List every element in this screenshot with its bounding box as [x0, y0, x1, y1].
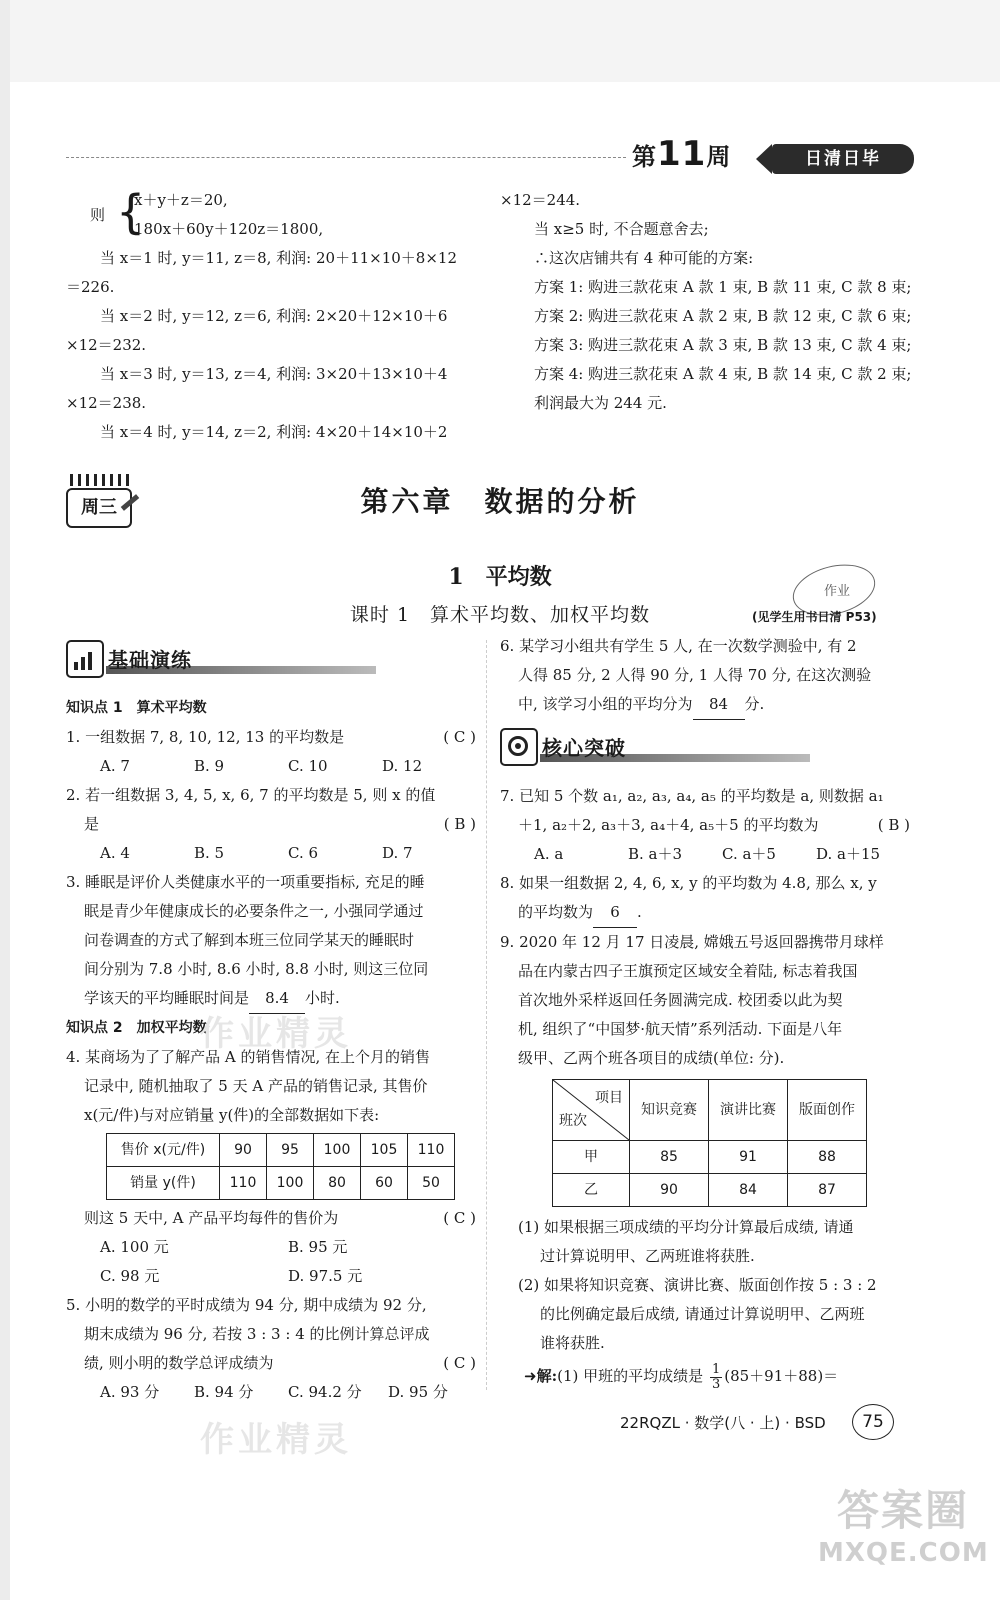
- answer: ( C ): [443, 1354, 476, 1372]
- question-text: 是: [84, 815, 100, 833]
- text-line: 方案 4: 购进三款花束 A 款 4 束, B 款 14 束, C 款 2 束;: [534, 365, 912, 383]
- choice: D. 12: [382, 757, 423, 775]
- fraction: [710, 1363, 722, 1392]
- question-2-cont: [66, 810, 476, 839]
- reference-note: (见学生用书日清 P53): [752, 610, 877, 624]
- text-line: ∴这次店铺共有 4 种可能的方案:: [534, 249, 754, 267]
- text-line: ×12＝244.: [500, 191, 581, 209]
- question-7: 7. 已知 5 个数 a₁, a₂, a₃, a₄, a₅ 的平均数是 a, 则数据 a₁: [500, 787, 884, 805]
- sales-table-wrap: [66, 1133, 476, 1200]
- table-header: 演讲比赛: [709, 1080, 788, 1141]
- question-text: ＋1, a₂＋2, a₃＋3, a₄＋4, a₅＋5 的平均数为: [518, 816, 819, 834]
- text-line: ×12＝232.: [66, 336, 147, 354]
- answer: ( B ): [443, 815, 476, 833]
- text-line: ×12＝238.: [66, 394, 147, 412]
- text: 中, 该学习小组的平均分为: [518, 695, 693, 713]
- question-text: 期末成绩为 96 分, 若按 3 : 3 : 4 的比例计算总评成: [84, 1325, 430, 1343]
- table-header: 售价 x(元/件): [107, 1134, 220, 1167]
- question-1: [66, 723, 476, 752]
- question-text: 人得 85 分, 2 人得 90 分, 1 人得 70 分, 在这次测验: [518, 666, 872, 684]
- table-cell: 85: [630, 1141, 709, 1174]
- daily-tag: 日清日毕: [772, 144, 914, 174]
- text-line: 方案 1: 购进三款花束 A 款 1 束, B 款 11 束, C 款 8 束;: [534, 278, 912, 296]
- question-text: 的比例确定最后成绩, 请通过计算说明甲、乙两班: [540, 1305, 865, 1323]
- answer: ( C ): [443, 728, 476, 746]
- answer: ( B ): [877, 816, 910, 834]
- table-cell: 105: [361, 1134, 408, 1167]
- table-cell: 90: [630, 1174, 709, 1207]
- question-text: 级甲、乙两个班各项目的成绩(单位: 分).: [518, 1049, 785, 1067]
- text-line: 当 x＝1 时, y＝11, z＝8, 利润: 20＋11×10＋8×12: [100, 249, 458, 267]
- knowledge-point-1: 知识点 1 算术平均数: [66, 700, 207, 716]
- sub-question-1: (1) 如果根据三项成绩的平均分计算最后成绩, 请通: [518, 1218, 854, 1236]
- text-line: 方案 3: 购进三款花束 A 款 3 束, B 款 13 束, C 款 4 束;: [534, 336, 912, 354]
- question-8: 8. 如果一组数据 2, 4, 6, x, y 的平均数为 4.8, 那么 x, y: [500, 874, 877, 892]
- choice: A. 4: [100, 844, 130, 862]
- question-text: 绩, 则小明的数学总评成绩为: [84, 1354, 274, 1372]
- choices: [500, 840, 910, 869]
- week-suffix: 周: [706, 143, 732, 171]
- choice: A. 100 元: [100, 1238, 169, 1256]
- scores-table-wrap: [500, 1079, 910, 1207]
- text: 小时.: [305, 989, 340, 1007]
- banner-core-breakthrough: [500, 728, 820, 764]
- text-line: 当 x≥5 时, 不合题意舍去;: [534, 220, 709, 238]
- sales-table: [106, 1133, 455, 1200]
- header-rule: [66, 157, 626, 158]
- weekday-badge: 周三: [66, 488, 132, 528]
- table-cell: 91: [709, 1141, 788, 1174]
- choices: [66, 752, 476, 781]
- choices: [66, 1378, 476, 1407]
- answer-blank: 84: [693, 690, 745, 720]
- row-header: 甲: [553, 1141, 630, 1174]
- scan-margin-top: [0, 0, 1000, 82]
- answer-blank: 8.4: [249, 984, 305, 1014]
- question-text: 首次地外采样返回任务圆满完成. 校团委以此为契: [518, 991, 843, 1009]
- table-cell: 110: [408, 1134, 455, 1167]
- answer-blank: 6: [593, 898, 637, 928]
- choices: [66, 839, 476, 868]
- choice: D. 97.5 元: [288, 1267, 363, 1285]
- watermark: 作业精灵: [200, 1014, 352, 1054]
- question-text: 过计算说明甲、乙两班谁将获胜.: [540, 1247, 755, 1265]
- brace-icon: {: [116, 185, 146, 239]
- banner-label: 基础演练: [108, 648, 192, 672]
- table-header: 版面创作: [788, 1080, 867, 1141]
- solution-text: (85＋91＋88)＝: [724, 1367, 839, 1385]
- choice: A. a: [534, 845, 564, 863]
- right-questions: [500, 782, 910, 1392]
- question-text: x(元/件)与对应销量 y(件)的全部数据如下表:: [84, 1106, 380, 1124]
- choice: C. 6: [288, 844, 319, 862]
- choice: B. 94 分: [194, 1383, 254, 1401]
- question-3: 3. 睡眠是评价人类健康水平的一项重要指标, 充足的睡: [66, 873, 425, 891]
- text-line: 当 x＝2 时, y＝12, z＝6, 利润: 2×20＋12×10＋6: [100, 307, 448, 325]
- table-cell: 80: [314, 1167, 361, 1200]
- question-text: 眠是青少年健康成长的必要条件之一, 小强同学通过: [84, 902, 424, 920]
- choices: [66, 1233, 476, 1262]
- text: .: [637, 903, 642, 921]
- banner-basic-practice: [66, 640, 386, 676]
- chevron-left-icon: [756, 144, 772, 174]
- corner-watermark-url: MXQE.COM: [818, 1538, 989, 1568]
- choice: C. a＋5: [722, 845, 776, 863]
- right-questions-top: [500, 632, 910, 720]
- corner-label-top: 项目: [595, 1090, 623, 1106]
- question-text: 机, 组织了“中国梦·航天情”系列活动. 下面是八年: [518, 1020, 843, 1038]
- question-6: 6. 某学习小组共有学生 5 人, 在一次数学测验中, 有 2: [500, 637, 857, 655]
- choice: C. 94.2 分: [288, 1383, 362, 1401]
- table-row: [107, 1134, 455, 1167]
- then-label: 则: [90, 206, 106, 224]
- question-4: 4. 某商场为了了解产品 A 的销售情况, 在上个月的销售: [66, 1048, 430, 1066]
- table-header: 销量 y(件): [107, 1167, 220, 1200]
- text: 分.: [744, 695, 765, 713]
- banner-label: 核心突破: [542, 736, 626, 760]
- question-2: 2. 若一组数据 3, 4, 5, x, 6, 7 的平均数是 5, 则 x 的值: [66, 786, 436, 804]
- question-text: 记录中, 随机抽取了 5 天 A 产品的销售记录, 其售价: [84, 1077, 428, 1095]
- bar-chart-icon: [66, 640, 104, 678]
- table-cell: 95: [267, 1134, 314, 1167]
- question-text: 谁将获胜.: [540, 1334, 605, 1352]
- choices: [66, 1262, 476, 1291]
- choice: B. a＋3: [628, 845, 683, 863]
- week-label: [632, 134, 731, 174]
- choice: D. 95 分: [388, 1383, 448, 1401]
- table-row: [553, 1141, 867, 1174]
- lesson-title: 课时 1 算术平均数、加权平均数: [349, 604, 651, 626]
- target-icon: [500, 728, 538, 766]
- question-9: 9. 2020 年 12 月 17 日凌晨, 嫦娥五号返回器携带月球样: [500, 933, 884, 951]
- footer-code: 22RQZL · 数学(八 · 上) · BSD: [620, 1414, 826, 1432]
- knowledge-point-2: 知识点 2 加权平均数: [66, 1020, 207, 1036]
- corner-label-bottom: 班次: [559, 1113, 587, 1129]
- choice: B. 95 元: [288, 1238, 348, 1256]
- question-text: [500, 898, 910, 928]
- table-cell: 87: [788, 1174, 867, 1207]
- text-line: ＝226.: [66, 278, 115, 296]
- table-corner-cell: [553, 1080, 630, 1141]
- column-divider: [486, 640, 487, 1390]
- question-5-ask: [66, 1349, 476, 1378]
- choice: A. 7: [100, 757, 130, 775]
- table-cell: 60: [361, 1167, 408, 1200]
- choice: C. 98 元: [100, 1267, 160, 1285]
- solution-line: [500, 1362, 910, 1392]
- fraction-numerator: 1: [711, 1361, 721, 1377]
- text-line: 方案 2: 购进三款花束 A 款 2 束, B 款 12 束, C 款 6 束;: [534, 307, 912, 325]
- top-right-solution: [500, 186, 910, 418]
- scores-table: [552, 1079, 867, 1207]
- corner-watermark-text: 答案圈: [836, 1486, 969, 1535]
- table-header: 知识竞赛: [630, 1080, 709, 1141]
- question-text: 间分别为 7.8 小时, 8.6 小时, 8.8 小时, 则这三位同: [84, 960, 429, 978]
- solution-label: 解:: [536, 1367, 558, 1385]
- choice: D. a＋15: [816, 845, 881, 863]
- page-number: 75: [852, 1404, 894, 1440]
- choice: A. 93 分: [100, 1383, 160, 1401]
- equation-line: 180x＋60y＋120z＝1800,: [134, 220, 324, 238]
- question-text: 则这 5 天中, A 产品平均每件的售价为: [84, 1209, 339, 1227]
- question-7-cont: [500, 811, 910, 840]
- scan-margin-left: [0, 0, 10, 1600]
- table-cell: 84: [709, 1174, 788, 1207]
- question-text: 问卷调查的方式了解到本班三位同学某天的睡眠时: [84, 931, 415, 949]
- week-prefix: 第: [632, 143, 657, 171]
- question-text: 1. 一组数据 7, 8, 10, 12, 13 的平均数是: [66, 728, 345, 746]
- choice: B. 5: [194, 844, 225, 862]
- arrow-icon: ➜: [524, 1367, 537, 1385]
- choice: D. 7: [382, 844, 413, 862]
- text-line: 当 x＝3 时, y＝13, z＝4, 利润: 3×20＋13×10＋4: [100, 365, 448, 383]
- table-cell: 100: [267, 1167, 314, 1200]
- table-cell: 100: [314, 1134, 361, 1167]
- table-row: [107, 1167, 455, 1200]
- question-text: 品在内蒙古四子王旗预定区域安全着陆, 标志着我国: [518, 962, 858, 980]
- sub-question-2: (2) 如果将知识竞赛、演讲比赛、版面创作按 5 : 3 : 2: [518, 1276, 877, 1294]
- equation-line: x＋y＋z＝20,: [134, 191, 228, 209]
- solution-text: (1) 甲班的平均成绩是: [557, 1367, 704, 1385]
- corner-watermark: [818, 1478, 988, 1568]
- stamp-label: 作业: [824, 584, 851, 599]
- text: 的平均数为: [518, 903, 594, 921]
- question-text: [500, 690, 910, 720]
- table-cell: 50: [408, 1167, 455, 1200]
- choice: C. 10: [288, 757, 328, 775]
- top-left-solution: [66, 186, 476, 447]
- section-title: 1 平均数: [448, 564, 552, 590]
- choice: B. 9: [194, 757, 225, 775]
- watermark: 作业精灵: [200, 1420, 352, 1460]
- week-number: 11: [657, 134, 707, 174]
- answer: ( C ): [443, 1209, 476, 1227]
- equation-system: [66, 186, 476, 244]
- text-line: 利润最大为 244 元.: [534, 394, 667, 412]
- question-5: 5. 小明的数学的平时成绩为 94 分, 期中成绩为 92 分,: [66, 1296, 427, 1314]
- table-cell: 88: [788, 1141, 867, 1174]
- fraction-denominator: 3: [711, 1376, 721, 1392]
- text-line: 当 x＝4 时, y＝14, z＝2, 利润: 4×20＋14×10＋2: [100, 423, 448, 441]
- question-4-ask: [66, 1204, 476, 1233]
- table-row: [553, 1080, 867, 1141]
- table-cell: 110: [220, 1167, 267, 1200]
- table-cell: 90: [220, 1134, 267, 1167]
- chapter-title: 第六章 数据的分析: [360, 485, 640, 518]
- row-header: 乙: [553, 1174, 630, 1207]
- text: 学该天的平均睡眠时间是: [84, 989, 250, 1007]
- table-row: [553, 1174, 867, 1207]
